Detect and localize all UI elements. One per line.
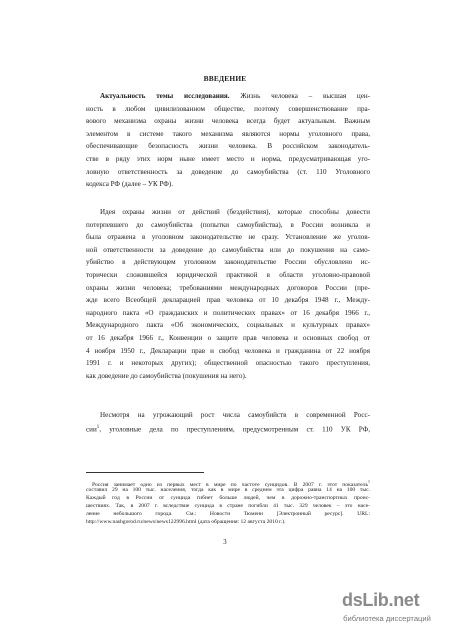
text-line: сии$^1$, уголовные дела по преступлениям, предусмотренным ст. 110 УК РФ, (86, 424, 370, 433)
text-line: ловную ответственность за доведение до самоубийства (ст. 110 Уголовного (86, 167, 370, 176)
footnote-line: составил 29 на 100 тыс. населения, тогда как в мире в среднем эта цифра равна 14 на 100 тыс. (86, 487, 370, 494)
paragraph-idea (86, 206, 370, 382)
text-line: элементом в системе такого механизма являются нормы уголовного права, (86, 129, 370, 138)
text-line: Несмотря на угрожающий рост числа самоубийств в современной Росс- (100, 411, 370, 419)
text-line: была отражена в уголовном законодательстве не сразу. Установление же уголов- (86, 233, 370, 242)
footnote-line: ление небольшого города. См.: Новости Тюмени [Электронный ресурс]. URL: (86, 511, 370, 518)
text-line: ной ответственности за доведение до самоубийства или до покушения на само- (86, 245, 370, 254)
footnote-divider (86, 472, 204, 473)
text-line: обеспечивающие безопасность жизни человека. В российском законодатель- (86, 142, 370, 151)
footnote-mark: 1 (368, 480, 370, 484)
text-line: народного пакта «О гражданских и политических правах» от 16 декабря 1966 г., (86, 308, 370, 317)
text-line: потерпевшего до самоубийства (попытки самоубийства), в России возникла и (86, 220, 370, 229)
text-line: жде всего Всеобщей декларацией прав человека от 10 декабря 1948 г., Между- (86, 296, 370, 305)
footnote-line: Каждый год в России от суицида гибнет больше людей, чем в дорожно-транспортных проис- (86, 495, 370, 502)
footnote (86, 478, 370, 527)
bold-lead: Актуальность темы исследования. (100, 92, 230, 100)
page-number: 3 (223, 539, 227, 546)
text-line: кодекса РФ (далее – УК РФ). (86, 180, 174, 189)
page-title: ВВЕДЕНИЕ (203, 74, 247, 83)
footnote-line: шествиях. Так, в 2007 г. вследствие суицида в стране погибли 41 тыс. 329 человек – это насе- (86, 503, 370, 510)
footnote-line: http://www.nashgorod.ru/news/news122996.html (дата обращения: 12 августа 2010 г.). (86, 519, 286, 526)
paragraph-relevance (86, 90, 370, 191)
watermark-subtitle: библиотека диссертаций (343, 614, 431, 623)
text-line: убийство в действующем уголовном законодательстве России обусловлено ис- (86, 258, 370, 267)
watermark (328, 590, 446, 634)
text-line: Международного пакта «Об экономических, социальных и культурных правах» (86, 321, 370, 330)
text-line: от 16 декабря 1966 г., Конвенции о защите прав человека и основных свобод от (86, 333, 370, 342)
text-line: торически сложившейся юридической практикой в области уголовно-правовой (86, 270, 370, 279)
text-line: вового механизма охраны жизни человека всегда будет актуальным. Важным (86, 117, 370, 126)
paragraph-growth (86, 409, 370, 434)
text-line: как доведение до самоубийства (покушения на него). (86, 371, 247, 380)
text-line: охраны жизни человека; требованиями международных договоров России (пре- (86, 283, 370, 292)
watermark-logo: dsLib.net (342, 590, 420, 610)
text-line: ность в любом цивилизованном обществе, поэтому совершенствование пра- (86, 104, 370, 113)
text-line: 1991 г. и некоторых других); общественной опасностью такого преступления, (86, 359, 370, 368)
text-line: Актуальность темы исследования. Жизнь человека – высшая цен- (100, 92, 371, 100)
text-line: Идея охраны жизни от действий (бездействия), которые способны довести (100, 208, 370, 216)
footnote-mark: 1 (96, 424, 100, 430)
text-line: стве в ряду этих норм ныне имеет место и норма, предусматривающая уго- (86, 154, 370, 163)
text-line: 4 ноября 1950 г., Декларации прав и свобод человека и гражданина от 22 ноября (86, 346, 370, 355)
footnote-line: Россия занимает одно из первых мест в мире по частоте суицидов. В 2007 г. этот показатель$^1$ (92, 480, 370, 488)
